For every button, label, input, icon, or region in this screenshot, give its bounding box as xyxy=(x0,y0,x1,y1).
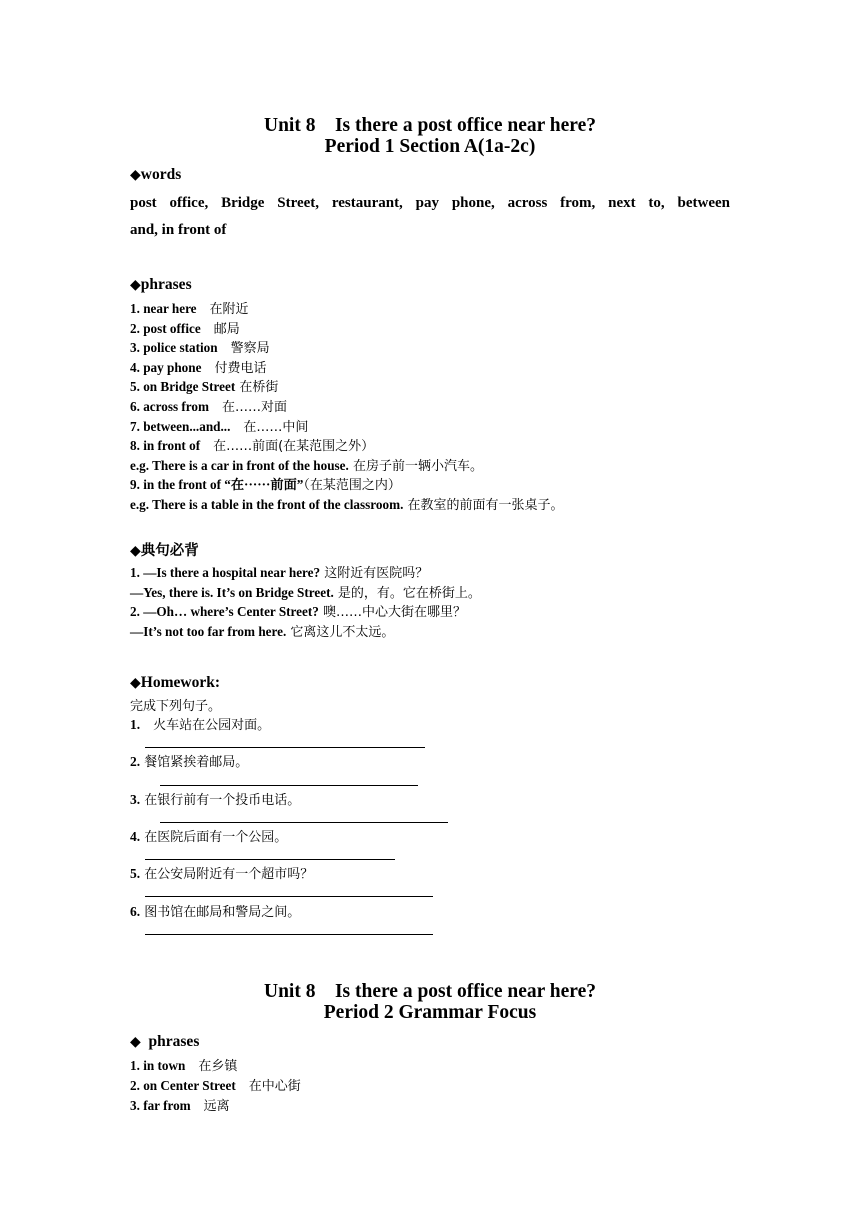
phrase-item-chinese: 在……前面(在某范围之外） xyxy=(200,439,375,455)
answer-blank-4[interactable] xyxy=(145,859,395,860)
phrase-item-chinese: 在房子前一辆小汽车。 xyxy=(348,458,483,474)
phrase-item-2-english: 2. on Center Street xyxy=(130,1078,236,1093)
diamond-bullet-icon: ◆ xyxy=(130,1034,141,1050)
diamond-bullet-icon: ◆ xyxy=(130,543,141,559)
phrase-item-chinese: 警察局 xyxy=(217,341,270,357)
homework-item xyxy=(130,714,270,733)
phrase-item xyxy=(130,337,270,356)
homework-item-text: 餐馆紧挨着邮局。 xyxy=(140,755,249,770)
phrase-item xyxy=(130,494,564,513)
phrase-item-chinese: 在……对面 xyxy=(209,400,288,415)
phrase-item-english: 3. police station xyxy=(130,340,218,356)
homework-item-number: 5. xyxy=(130,866,141,881)
homework-item xyxy=(130,789,300,808)
phrase-item-chinese: 付费电话 xyxy=(201,360,267,376)
phrase-item-2 xyxy=(130,1095,230,1114)
sentence-item-english: 1. —Is there a hospital near here? xyxy=(130,565,321,580)
homework-item-number: 2. xyxy=(130,754,141,769)
phrase-item-2-chinese: 远离 xyxy=(190,1099,230,1114)
answer-blank-2[interactable] xyxy=(160,785,418,786)
phrase-item-english: 7. between...and... xyxy=(130,418,231,434)
phrase-item-chinese: 邮局 xyxy=(200,321,240,337)
words-line-1: post office, Bridge Street, restaurant, pay phone, across from, next to, between xyxy=(130,195,730,211)
homework-item-text: 在银行前有一个投币电话。 xyxy=(140,793,301,808)
sentence-item-english: 2. —Oh… where’s Center Street? xyxy=(130,604,319,619)
sentence-item-chinese: 是的，有。它在桥街上。 xyxy=(333,585,481,601)
phrase-item-english: 1. near here xyxy=(130,301,197,316)
sentence-item-english: —It’s not too far from here. xyxy=(130,623,287,639)
answer-blank-1[interactable] xyxy=(145,747,425,748)
homework-instruction: 完成下列句子。 xyxy=(130,699,222,714)
homework-item xyxy=(130,863,313,882)
phrase-item-english: e.g. There is a car in front of the house. xyxy=(130,457,349,473)
diamond-bullet-icon: ◆ xyxy=(130,167,141,183)
phrase-item-english: 4. pay phone xyxy=(130,359,202,375)
homework-item-number: 6. xyxy=(130,904,141,919)
unit-title-2: Unit 8 Is there a post office near here? xyxy=(264,981,596,1002)
phrase-item-2 xyxy=(130,1055,237,1074)
phrase-item xyxy=(130,455,483,474)
words-line-2: and, in front of xyxy=(130,222,227,238)
homework-item-number: 3. xyxy=(130,792,141,807)
homework-item xyxy=(130,901,300,920)
sentence-item-english: —Yes, there is. It’s on Bridge Street. xyxy=(130,584,334,600)
phrase-item xyxy=(130,376,278,395)
phrase-item xyxy=(130,298,249,317)
homework-heading: ◆Homework: xyxy=(130,674,220,691)
unit-title: Unit 8 Is there a post office near here? xyxy=(264,115,596,136)
phrase-item-chinese: （在某范围之内） xyxy=(303,478,401,494)
phrase-item-english: 5. on Bridge Street xyxy=(130,379,236,395)
phrase-item xyxy=(130,318,240,337)
homework-item xyxy=(130,826,287,845)
phrase-item-2-chinese: 在乡镇 xyxy=(185,1059,238,1074)
phrase-item xyxy=(130,474,401,493)
homework-item-text: 图书馆在邮局和警局之间。 xyxy=(140,905,301,920)
sentence-item xyxy=(130,582,481,601)
phrase-item-english: e.g. There is a table in the front of the classroom. xyxy=(130,497,404,512)
answer-blank-3[interactable] xyxy=(160,822,448,823)
phrase-item xyxy=(130,435,374,454)
period-title-2: Period 2 Grammar Focus xyxy=(323,1002,537,1023)
sentence-item-chinese: 噢……中心大街在哪里？ xyxy=(318,605,467,620)
phrase-item-english: 6. across from xyxy=(130,399,209,414)
answer-blank-6[interactable] xyxy=(145,934,433,935)
phrase-item-english: 8. in front of xyxy=(130,438,201,454)
answer-blank-5[interactable] xyxy=(145,896,433,897)
sentence-item xyxy=(130,601,466,620)
phrase-item-2-chinese: 在中心街 xyxy=(235,1079,301,1094)
phrase-item-chinese: 在附近 xyxy=(196,302,249,317)
homework-item-number: 4. xyxy=(130,829,141,844)
phrases-heading: ◆phrases xyxy=(130,276,192,293)
phrase-item-2 xyxy=(130,1075,301,1094)
diamond-bullet-icon: ◆ xyxy=(130,277,141,293)
phrase-item xyxy=(130,416,308,435)
sentence-item-chinese: 这附近有医院吗？ xyxy=(320,566,429,581)
diamond-bullet-icon: ◆ xyxy=(130,675,141,691)
sentence-item xyxy=(130,621,394,640)
phrase-item-english: 2. post office xyxy=(130,320,201,336)
phrase-item-2-english: 1. in town xyxy=(130,1058,186,1073)
phrase-item xyxy=(130,357,266,376)
phrase-item-chinese: 在……中间 xyxy=(230,419,309,435)
phrase-item-english: 9. in the front of “在······前面” xyxy=(130,477,304,493)
phrase-item-2-english: 3. far from xyxy=(130,1098,191,1113)
phrase-item xyxy=(130,396,287,415)
words-heading: ◆words xyxy=(130,166,182,183)
homework-item-text: 在医院后面有一个公园。 xyxy=(140,830,288,845)
homework-item-number: 1. xyxy=(130,717,141,732)
homework-item-text: 在公安局附近有一个超市吗？ xyxy=(140,867,314,882)
sentence-item xyxy=(130,562,428,581)
homework-item-text: 火车站在公园对面。 xyxy=(140,718,271,733)
phrase-item-chinese: 在教室的前面有一张桌子。 xyxy=(403,498,564,513)
homework-item xyxy=(130,751,248,770)
sentence-item-chinese: 它离这儿不太远。 xyxy=(286,624,395,640)
phrase-item-chinese: 在桥街 xyxy=(235,380,279,396)
period-title: Period 1 Section A(1a-2c) xyxy=(324,136,536,157)
phrases-heading-2: ◆ phrases xyxy=(130,1033,200,1050)
sentences-heading: ◆典句必背 xyxy=(130,543,199,559)
